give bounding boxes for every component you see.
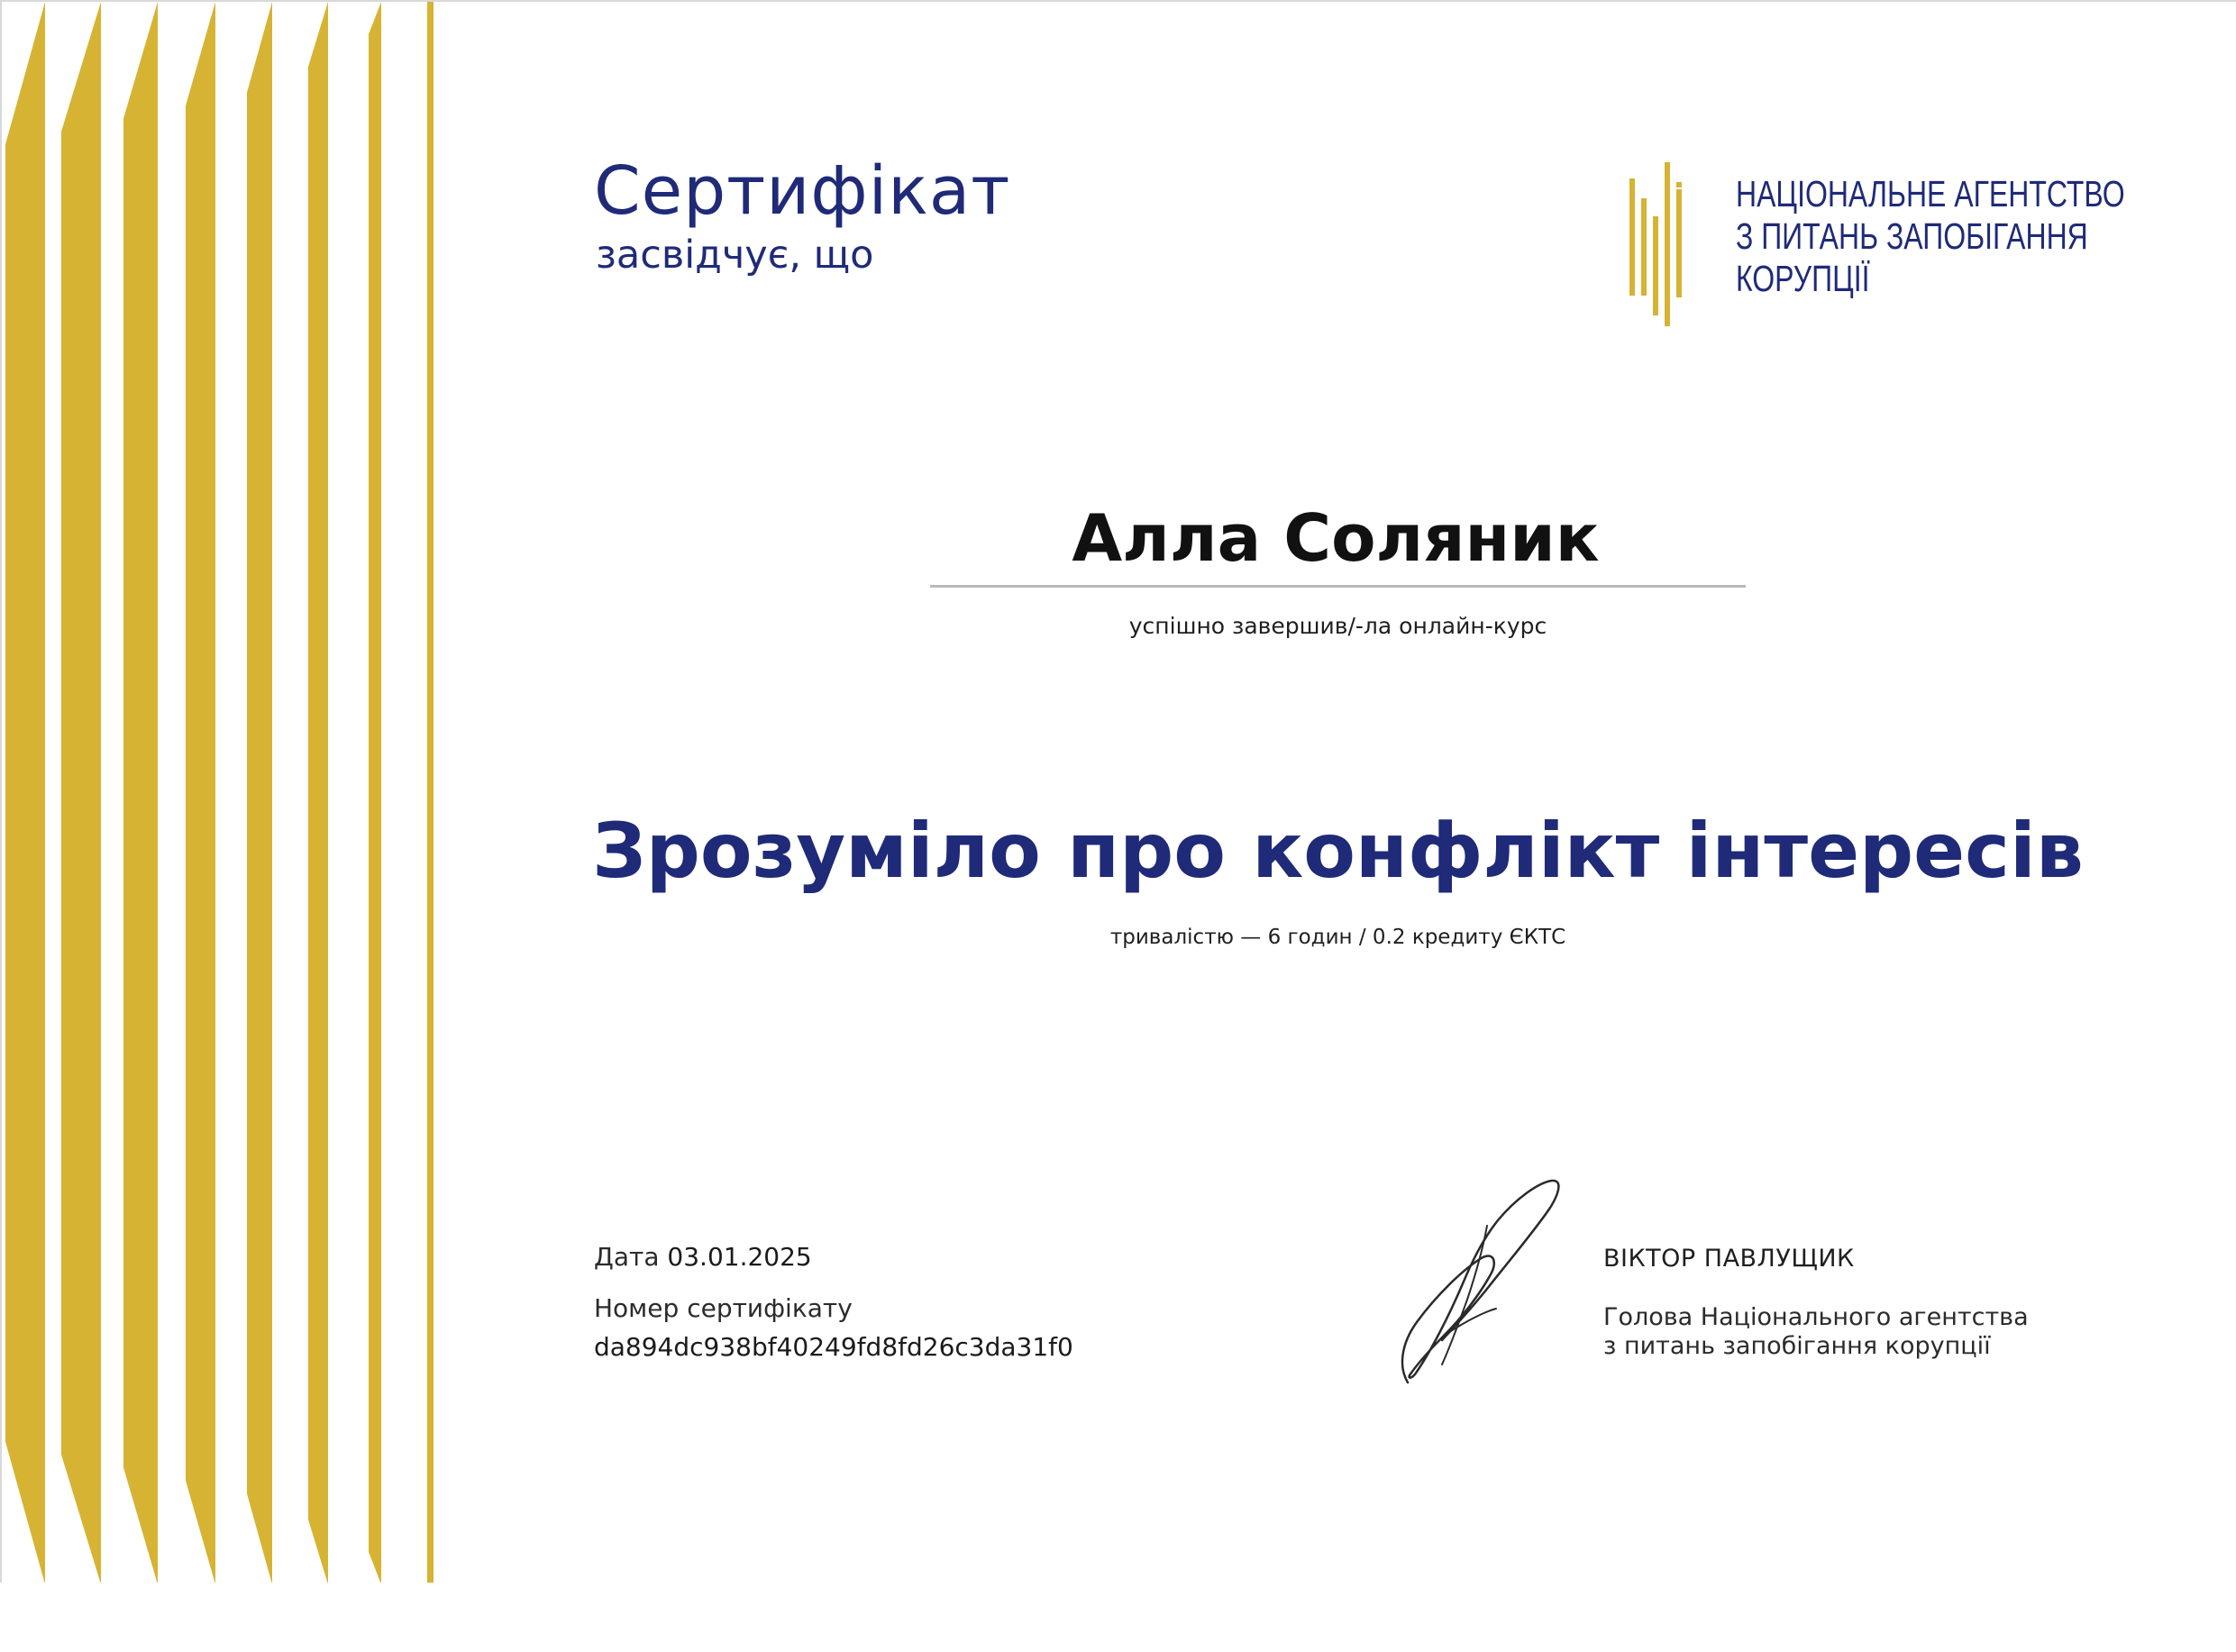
completion-text: успішно завершив/-ла онлайн-курс — [1128, 613, 1547, 639]
signatory-name: ВІКТОР ПАВЛУЩИК — [1603, 1245, 1855, 1273]
gold-stripe — [5, 2, 45, 1583]
organization-name — [1736, 173, 2125, 300]
name-underline — [930, 585, 1746, 588]
recipient-name: Алла Соляник — [1072, 500, 1600, 576]
certificate-number-value: da894dc938bf40249fd8fd26c3da31f0 — [594, 1332, 1073, 1362]
nacp-logo-icon — [1629, 162, 1684, 326]
signatory-position-line: з питань запобігання корупції — [1603, 1332, 1991, 1360]
gold-stripe — [61, 2, 101, 1583]
organization-name-line: З ПИТАНЬ ЗАПОБІГАННЯ — [1736, 215, 2088, 257]
certificate-number-label: Номер сертифікату — [594, 1293, 853, 1323]
date-value: 03.01.2025 — [667, 1242, 812, 1272]
gold-stripe — [427, 2, 434, 1583]
organization-name-line: НАЦІОНАЛЬНЕ АГЕНТСТВО — [1736, 173, 2125, 214]
gold-stripe — [123, 2, 158, 1583]
gold-stripe — [247, 2, 272, 1583]
signatory-position-line: Голова Національного агентства — [1603, 1303, 2029, 1331]
certificate-subtitle: засвідчує, що — [596, 233, 874, 278]
issue-date — [594, 1239, 812, 1275]
gold-stripes-decoration — [2, 2, 443, 1583]
course-duration: тривалістю — 6 годин / 0.2 кредиту ЄКТС — [1109, 926, 1566, 949]
date-label: Дата — [594, 1242, 660, 1272]
course-title: Зрозуміло про конфлікт інтересів — [592, 807, 2084, 895]
gold-stripe — [369, 2, 381, 1583]
gold-stripe — [186, 2, 215, 1583]
gold-stripe — [308, 2, 328, 1583]
signatory-position — [1603, 1303, 2029, 1361]
signature — [1390, 1173, 1570, 1390]
certificate-title: Сертифікат — [594, 152, 1011, 230]
organization-name-line: КОРУПЦІЇ — [1736, 258, 1870, 299]
